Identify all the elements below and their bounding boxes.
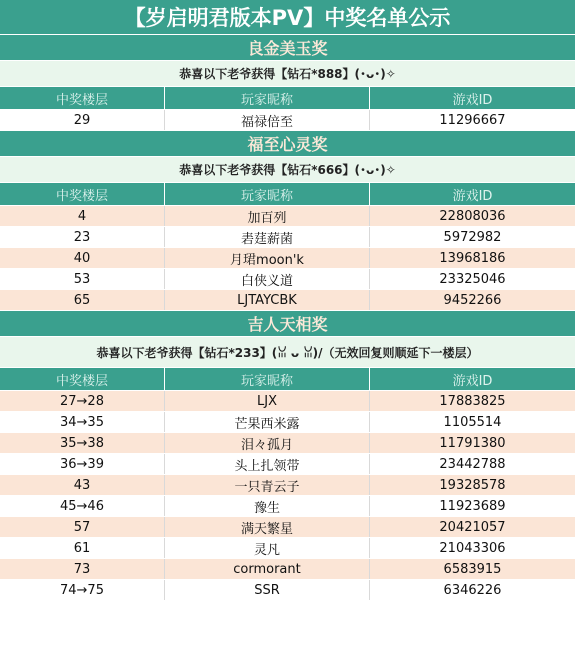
column-header: 游戏ID: [452, 92, 493, 108]
column-header: 玩家昵称: [165, 368, 370, 390]
table-row: [0, 559, 575, 580]
table-row: [0, 248, 575, 269]
table-row: [0, 412, 575, 433]
game-id-cell: 5972982: [443, 229, 502, 245]
nickname-cell: 加百列: [165, 206, 370, 226]
table-row: [0, 110, 575, 131]
table-row: [0, 496, 575, 517]
floor-cell: 53: [0, 269, 165, 289]
table-header: [0, 87, 575, 110]
game-id-cell: 13968186: [439, 250, 506, 266]
floor-cell: 61: [0, 538, 165, 558]
floor-cell: 34→35: [0, 412, 165, 432]
table-row: [0, 227, 575, 248]
nickname-cell: 一只青云子: [165, 475, 370, 495]
floor-cell: 36→39: [0, 454, 165, 474]
floor-cell: 35→38: [0, 433, 165, 453]
table-row: [0, 517, 575, 538]
table-row: [0, 269, 575, 290]
nickname-cell: 满天繁星: [165, 517, 370, 537]
floor-cell: 57: [0, 517, 165, 537]
table-row: [0, 454, 575, 475]
table-header: [0, 368, 575, 391]
table-row: [0, 391, 575, 412]
section-banner: 恭喜以下老爷获得【钻石*666】(･ᴗ･)✧: [0, 157, 575, 183]
column-header: 中奖楼层: [0, 183, 165, 205]
nickname-cell: 福禄倍至: [165, 110, 370, 130]
column-header: 游戏ID: [452, 373, 493, 389]
nickname-cell: SSR: [165, 580, 370, 600]
column-header: 中奖楼层: [0, 87, 165, 109]
nickname-cell: 白侠义道: [165, 269, 370, 289]
nickname-cell: LJTAYCBK: [165, 290, 370, 310]
column-header: 玩家昵称: [165, 87, 370, 109]
game-id-cell: 11296667: [439, 112, 506, 128]
game-id-cell: 1105514: [443, 414, 502, 430]
table-row: [0, 475, 575, 496]
game-id-cell: 20421057: [439, 519, 506, 535]
floor-cell: 43: [0, 475, 165, 495]
table-row: [0, 538, 575, 559]
nickname-cell: 砉莛薪菌: [165, 227, 370, 247]
game-id-cell: 17883825: [439, 393, 506, 409]
nickname-cell: 豫生: [165, 496, 370, 516]
game-id-cell: 11791380: [439, 435, 506, 451]
column-header: 中奖楼层: [0, 368, 165, 390]
nickname-cell: 芒果西米露: [165, 412, 370, 432]
nickname-cell: 泪々孤月: [165, 433, 370, 453]
nickname-cell: LJX: [165, 391, 370, 411]
section-banner: 恭喜以下老爷获得【钻石*233】(ꈍ ᴗ ꈍ)/（无效回复则顺延下一楼层）: [0, 337, 575, 368]
table-row: [0, 290, 575, 311]
game-id-cell: 6583915: [443, 561, 502, 577]
floor-cell: 65: [0, 290, 165, 310]
column-header: 游戏ID: [452, 188, 493, 204]
floor-cell: 74→75: [0, 580, 165, 600]
column-header: 玩家昵称: [165, 183, 370, 205]
table-header: [0, 183, 575, 206]
nickname-cell: 月珺moon'k: [165, 248, 370, 268]
section-title: 吉人天相奖: [0, 311, 575, 337]
floor-cell: 73: [0, 559, 165, 579]
nickname-cell: 灵凡: [165, 538, 370, 558]
game-id-cell: 6346226: [443, 582, 502, 598]
floor-cell: 45→46: [0, 496, 165, 516]
floor-cell: 27→28: [0, 391, 165, 411]
game-id-cell: 11923689: [439, 498, 506, 514]
floor-cell: 40: [0, 248, 165, 268]
game-id-cell: 23442788: [439, 456, 506, 472]
game-id-cell: 21043306: [439, 540, 506, 556]
page-title: 【岁启明君版本PV】中奖名单公示: [0, 0, 575, 35]
nickname-cell: cormorant: [165, 559, 370, 579]
game-id-cell: 9452266: [443, 292, 502, 308]
game-id-cell: 19328578: [439, 477, 506, 493]
sections: [0, 35, 575, 601]
table-row: [0, 206, 575, 227]
nickname-cell: 头上扎领带: [165, 454, 370, 474]
section-title: 福至心灵奖: [0, 131, 575, 157]
floor-cell: 23: [0, 227, 165, 247]
game-id-cell: 23325046: [439, 271, 506, 287]
section-title: 良金美玉奖: [0, 35, 575, 61]
floor-cell: 4: [0, 206, 165, 226]
game-id-cell: 22808036: [439, 208, 506, 224]
table-row: [0, 580, 575, 601]
floor-cell: 29: [0, 110, 165, 130]
table-row: [0, 433, 575, 454]
section-banner: 恭喜以下老爷获得【钻石*888】(･ᴗ･)✧: [0, 61, 575, 87]
